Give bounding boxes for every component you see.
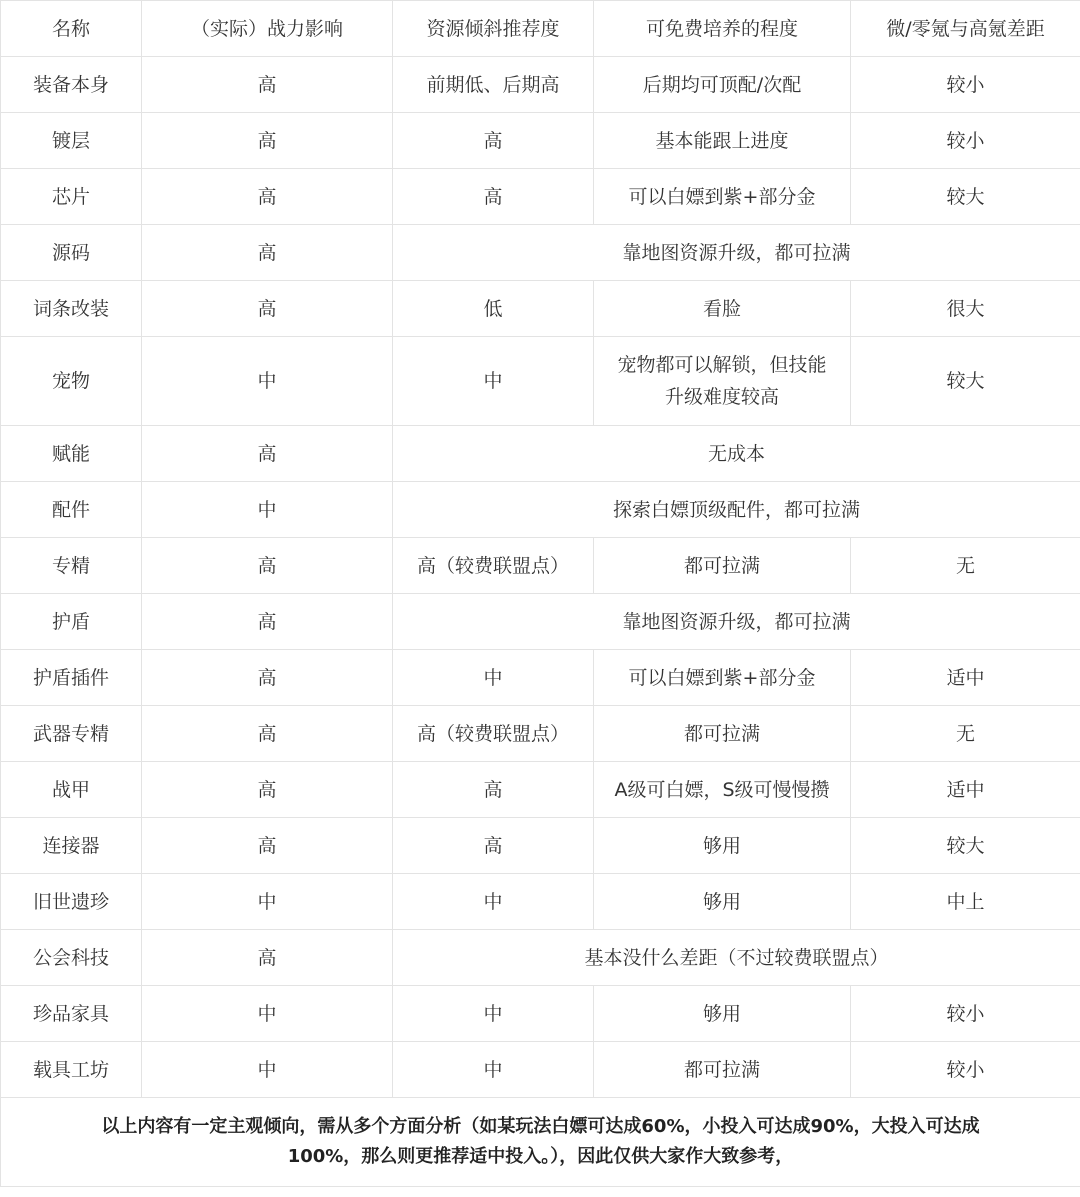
table-row — [1, 57, 1080, 113]
cell-gap: 较大 — [851, 818, 1080, 874]
cell-recommend: 中 — [393, 337, 594, 426]
cell-free: 够用 — [594, 818, 851, 874]
cell-name: 旧世遗珍 — [1, 874, 142, 930]
table-row — [1, 538, 1080, 594]
cell-gap: 较大 — [851, 169, 1080, 225]
cell-impact: 高 — [142, 650, 393, 706]
header-row — [1, 1, 1080, 57]
cell-recommend: 前期低、后期高 — [393, 57, 594, 113]
cell-gap: 较小 — [851, 57, 1080, 113]
cell-free-line: 升级难度较高 — [664, 386, 779, 408]
cell-recommend: 高 — [393, 113, 594, 169]
cell-recommend: 低 — [393, 281, 594, 337]
note-row — [1, 1098, 1080, 1187]
table-row — [1, 482, 1080, 538]
cell-impact: 中 — [142, 986, 393, 1042]
cell-gap: 适中 — [851, 650, 1080, 706]
table-row — [1, 706, 1080, 762]
cell-name: 战甲 — [1, 762, 142, 818]
cell-gap: 中上 — [851, 874, 1080, 930]
cell-name: 护盾插件 — [1, 650, 142, 706]
cell-free: 可以白嫖到紫+部分金 — [594, 650, 851, 706]
table-row — [1, 113, 1080, 169]
table-row — [1, 426, 1080, 482]
header-name: 名称 — [1, 1, 142, 57]
cell-free: 都可拉满 — [594, 706, 851, 762]
cell-recommend: 中 — [393, 1042, 594, 1098]
cell-impact: 中 — [142, 874, 393, 930]
cell-recommend: 高 — [393, 762, 594, 818]
cell-name: 芯片 — [1, 169, 142, 225]
cell-impact: 高 — [142, 818, 393, 874]
cell-free: 可以白嫖到紫+部分金 — [594, 169, 851, 225]
cell-impact: 高 — [142, 538, 393, 594]
cell-impact: 高 — [142, 169, 393, 225]
cell-recommend: 高 — [393, 169, 594, 225]
cell-name: 配件 — [1, 482, 142, 538]
cell-free: 都可拉满 — [594, 538, 851, 594]
cell-merged: 无成本 — [393, 426, 1080, 482]
cell-impact: 中 — [142, 337, 393, 426]
cell-merged: 基本没什么差距（不过较费联盟点） — [393, 930, 1080, 986]
cell-impact: 高 — [142, 57, 393, 113]
cell-name: 连接器 — [1, 818, 142, 874]
cell-gap: 很大 — [851, 281, 1080, 337]
cell-name: 载具工坊 — [1, 1042, 142, 1098]
cell-free: 后期均可顶配/次配 — [594, 57, 851, 113]
cell-free: A级可白嫖，S级可慢慢攒 — [594, 762, 851, 818]
cell-impact: 高 — [142, 281, 393, 337]
cell-merged: 探索白嫖顶级配件，都可拉满 — [393, 482, 1080, 538]
cell-gap: 无 — [851, 706, 1080, 762]
header-impact: （实际）战力影响 — [142, 1, 393, 57]
cell-gap: 较小 — [851, 1042, 1080, 1098]
cell-impact: 中 — [142, 1042, 393, 1098]
table-row — [1, 762, 1080, 818]
cell-recommend: 中 — [393, 650, 594, 706]
cell-gap: 较大 — [851, 337, 1080, 426]
cell-recommend: 中 — [393, 986, 594, 1042]
cell-free: 都可拉满 — [594, 1042, 851, 1098]
cell-gap: 较小 — [851, 986, 1080, 1042]
cell-free: 够用 — [594, 874, 851, 930]
table-row — [1, 281, 1080, 337]
cell-impact: 高 — [142, 930, 393, 986]
cell-name: 专精 — [1, 538, 142, 594]
table-row — [1, 930, 1080, 986]
cell-impact: 中 — [142, 482, 393, 538]
table-row — [1, 169, 1080, 225]
table-row — [1, 594, 1080, 650]
note-line: 100%，那么则更推荐适中投入。），因此仅供大家作大致参考， — [287, 1146, 794, 1167]
header-free: 可免费培养的程度 — [594, 1, 851, 57]
cell-free: 够用 — [594, 986, 851, 1042]
cell-merged: 靠地图资源升级，都可拉满 — [393, 594, 1080, 650]
cell-name: 宠物 — [1, 337, 142, 426]
cell-name: 公会科技 — [1, 930, 142, 986]
cell-gap: 较小 — [851, 113, 1080, 169]
table-row — [1, 337, 1080, 426]
cell-free: 看脸 — [594, 281, 851, 337]
cell-name: 护盾 — [1, 594, 142, 650]
cell-recommend: 中 — [393, 874, 594, 930]
table-row — [1, 818, 1080, 874]
disclaimer-note — [1, 1098, 1080, 1187]
cell-name: 珍品家具 — [1, 986, 142, 1042]
header-gap: 微/零氪与高氪差距 — [851, 1, 1080, 57]
cell-impact: 高 — [142, 426, 393, 482]
cell-recommend: 高（较费联盟点） — [393, 538, 594, 594]
cell-free-line: 宠物都可以解锁，但技能 — [617, 354, 827, 376]
table-row — [1, 1042, 1080, 1098]
table-row — [1, 874, 1080, 930]
cell-free — [594, 337, 851, 426]
table-row — [1, 986, 1080, 1042]
cell-free: 基本能跟上进度 — [594, 113, 851, 169]
cell-name: 词条改装 — [1, 281, 142, 337]
cell-name: 武器专精 — [1, 706, 142, 762]
cell-impact: 高 — [142, 762, 393, 818]
cell-recommend: 高 — [393, 818, 594, 874]
cell-impact: 高 — [142, 594, 393, 650]
cell-name: 装备本身 — [1, 57, 142, 113]
cell-impact: 高 — [142, 706, 393, 762]
cell-name: 源码 — [1, 225, 142, 281]
table-row — [1, 650, 1080, 706]
cell-gap: 适中 — [851, 762, 1080, 818]
cell-gap: 无 — [851, 538, 1080, 594]
cell-impact: 高 — [142, 113, 393, 169]
table-row — [1, 225, 1080, 281]
cell-merged: 靠地图资源升级，都可拉满 — [393, 225, 1080, 281]
cell-name: 赋能 — [1, 426, 142, 482]
cell-impact: 高 — [142, 225, 393, 281]
cell-recommend: 高（较费联盟点） — [393, 706, 594, 762]
header-recommend: 资源倾斜推荐度 — [393, 1, 594, 57]
note-line: 以上内容有一定主观倾向，需从多个方面分析（如某玩法白嫖可达成60%，小投入可达成90%，大投入可达成 — [101, 1116, 980, 1137]
cell-name: 镀层 — [1, 113, 142, 169]
